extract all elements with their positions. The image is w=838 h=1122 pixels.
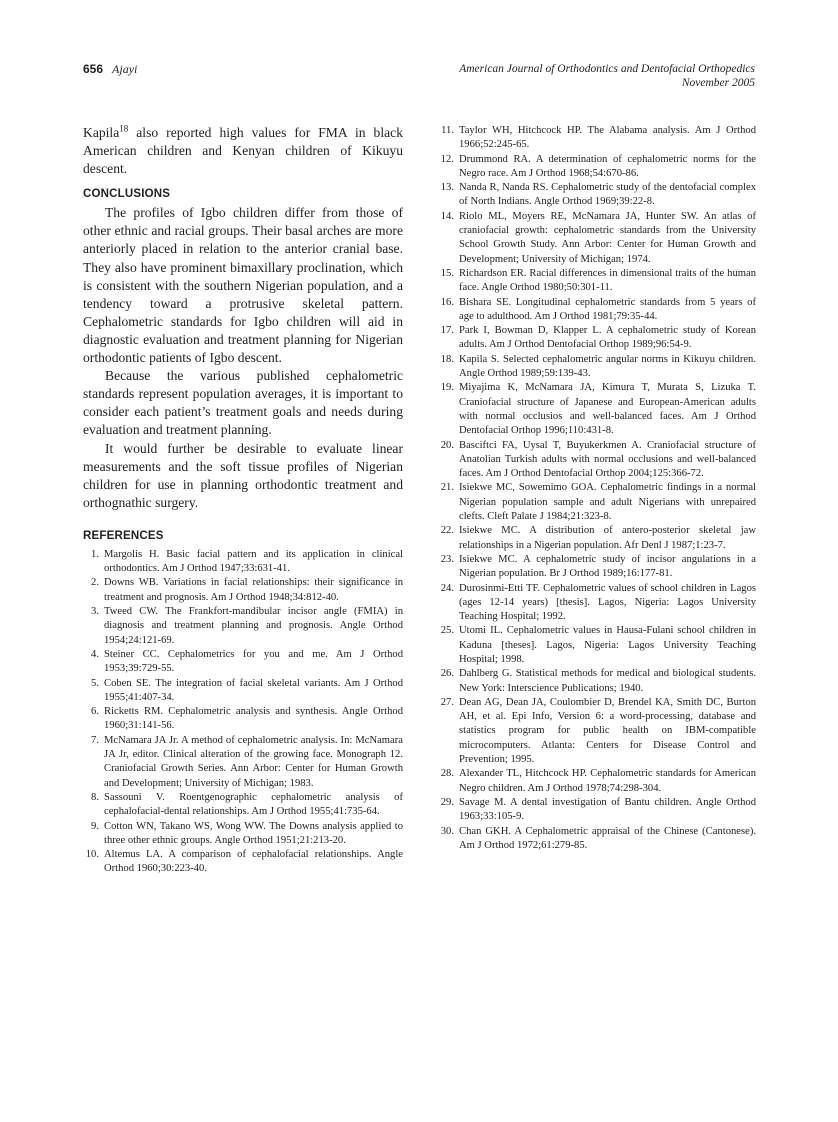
reference-text: Sassouni V. Roentgenographic cephalometric analysis of cephalofacial-dental relationships. Am J Orthod 1955;41:735-64. bbox=[104, 791, 403, 818]
reference-number: 2. bbox=[91, 577, 99, 589]
left-column bbox=[83, 124, 403, 877]
reference-text: Ricketts RM. Cephalometric analysis and synthesis. Angle Orthod 1960;31:141-56. bbox=[104, 706, 403, 732]
reference-item bbox=[438, 381, 756, 438]
reference-text: Dean AG, Dean JA, Coulombier D, Brendel KA, Smith DC, Burton AH, et al. Epi Info, Version 6: a word-processing, database and statistics program for public health on IBM-compatible microcomputers. Atlanta: Centers for Disease Control and Prevention; 1995. bbox=[459, 696, 756, 766]
journal-title: American Journal of Orthodontics and Dentofacial Orthopedics bbox=[459, 63, 755, 75]
reference-number: 4. bbox=[91, 648, 99, 660]
reference-text: Utomi IL. Cephalometric values in Hausa-Fulani school children in Kaduna [theses]. Lagos, Nigeria: Lagos University Teaching Hospital; 1998. bbox=[459, 625, 756, 665]
reference-item bbox=[438, 210, 756, 267]
running-header-right bbox=[459, 62, 755, 90]
reference-item bbox=[83, 848, 403, 877]
reference-number: 6. bbox=[91, 706, 99, 718]
reference-text: Altemus LA. A comparison of cephalofacial relationships. Angle Orthod 1960;30:223-40. bbox=[104, 849, 403, 875]
reference-number: 21. bbox=[440, 482, 454, 494]
reference-item bbox=[83, 791, 403, 820]
page-number: 656 bbox=[83, 62, 104, 76]
reference-number: 5. bbox=[91, 677, 99, 689]
reference-text: Kapila S. Selected cephalometric angular norms in Kikuyu children. Angle Orthod 1989;59:139-43. bbox=[459, 353, 756, 380]
reference-item bbox=[438, 324, 756, 353]
reference-item bbox=[438, 667, 756, 696]
citation-superscript: 18 bbox=[119, 123, 129, 134]
reference-number: 19. bbox=[440, 382, 454, 394]
reference-item bbox=[438, 524, 756, 553]
reference-number: 18. bbox=[440, 353, 454, 365]
reference-item bbox=[83, 648, 403, 677]
reference-item bbox=[83, 705, 403, 734]
intro-paragraph bbox=[83, 124, 403, 178]
running-header-left bbox=[83, 62, 137, 77]
reference-item bbox=[438, 767, 756, 796]
reference-list-left bbox=[83, 548, 403, 877]
reference-item bbox=[438, 796, 756, 825]
reference-item bbox=[83, 677, 403, 706]
reference-text: Park I, Bowman D, Klapper L. A cephalometric study of Korean adults. Am J Orthod Dentofacial Orthop 1989;96:54-9. bbox=[459, 325, 756, 351]
reference-number: 17. bbox=[440, 325, 454, 337]
reference-item bbox=[438, 296, 756, 325]
reference-item bbox=[438, 267, 756, 296]
reference-item bbox=[438, 181, 756, 210]
references-heading: REFERENCES bbox=[83, 529, 164, 542]
reference-number: 23. bbox=[440, 553, 454, 565]
reference-item bbox=[83, 548, 403, 577]
reference-number: 25. bbox=[440, 625, 454, 637]
reference-number: 12. bbox=[440, 153, 454, 165]
reference-text: Miyajima K, McNamara JA, Kimura T, Murata S, Lizuka T. Craniofacial structure of Japanese and European-American adults with normal occlusios and well-balanced faces. Am J Orthod Dentofacial Orthop 1996;110:431-8. bbox=[459, 382, 756, 437]
reference-item bbox=[438, 624, 756, 667]
reference-item bbox=[438, 124, 756, 153]
reference-item bbox=[438, 696, 756, 767]
reference-item bbox=[83, 576, 403, 605]
reference-number: 9. bbox=[91, 820, 99, 832]
reference-text: Downs WB. Variations in facial relationships: their significance in treatment and prognosis. Am J Orthod 1948;34:812-40. bbox=[104, 577, 403, 603]
reference-text: Nanda R, Nanda RS. Cephalometric study of the dentofacial complex of North Indians. Angle Orthod 1969;39:22-8. bbox=[459, 182, 756, 208]
intro-lead: Kapila bbox=[83, 125, 120, 140]
reference-number: 14. bbox=[440, 210, 454, 222]
reference-number: 22. bbox=[440, 525, 454, 537]
reference-text: Dahlberg G. Statistical methods for medical and biological students. New York: Interscience Publications; 1940. bbox=[459, 668, 756, 694]
reference-text: Riolo ML, Moyers RE, McNamara JA, Hunter SW. An atlas of craniofacial growth: cephalometric standards from the University School Growth Study. Ann Arbor: Center for Human Growth and Development; University of Michigan; 1974. bbox=[459, 210, 756, 265]
reference-number: 26. bbox=[440, 668, 454, 680]
reference-number: 28. bbox=[440, 768, 454, 780]
reference-number: 10. bbox=[85, 849, 99, 861]
reference-number: 27. bbox=[440, 696, 454, 708]
reference-number: 11. bbox=[441, 125, 454, 136]
reference-text: Steiner CC. Cephalometrics for you and me. Am J Orthod 1953;39:729-55. bbox=[104, 648, 403, 675]
reference-list-right bbox=[438, 124, 756, 853]
reference-item bbox=[438, 825, 756, 854]
issue-date: November 2005 bbox=[681, 77, 755, 89]
reference-number: 20. bbox=[440, 439, 454, 451]
reference-text: Margolis H. Basic facial pattern and its application in clinical orthodontics. Am J Orthod 1947;33:631-41. bbox=[104, 548, 403, 575]
reference-text: Basciftci FA, Uysal T, Buyukerkmen A. Craniofacial structure of Anatolian Turkish adults with normal occlusions and well-balanced faces. Am J Orthod Dentofacial Orthop 2004;125:366-72. bbox=[459, 439, 756, 480]
reference-item bbox=[83, 605, 403, 648]
reference-number: 7. bbox=[91, 734, 99, 746]
reference-item bbox=[438, 582, 756, 625]
intro-rest: also reported high values for FMA in black American children and Kenyan children of Kikuyu descent. bbox=[83, 125, 403, 177]
reference-text: Taylor WH, Hitchcock HP. The Alabama analysis. Am J Orthod 1966;52:245-65. bbox=[459, 125, 756, 151]
reference-text: Cotton WN, Takano WS, Wong WW. The Downs analysis applied to three other ethnic groups. Angle Orthod 1951;21:213-20. bbox=[104, 820, 403, 846]
reference-item bbox=[83, 734, 403, 791]
reference-text: Isiekwe MC. A distribution of antero-posterior skeletal jaw relationships in a Nigerian population. Afr Denl J 1987;1:23-7. bbox=[459, 525, 756, 551]
reference-number: 15. bbox=[440, 267, 454, 279]
reference-number: 30. bbox=[440, 825, 454, 837]
reference-text: Chan GKH. A Cephalometric appraisal of the Chinese (Cantonese). Am J Orthod 1972;61:279-85. bbox=[459, 825, 756, 851]
running-author: Ajayi bbox=[112, 62, 138, 76]
reference-number: 3. bbox=[91, 606, 99, 618]
reference-text: Isiekwe MC, Sowemimo GOA. Cephalometric findings in a normal Nigerian population sample and adult Nigerians with unrepaired clefts. Cleft Palate J 1984;21:323-8. bbox=[459, 482, 756, 523]
conclusion-paragraph: It would further be desirable to evaluate linear measurements and the soft tissue profiles of Nigerian children for use in planning orthodontic treatment and orthognathic surgery. bbox=[83, 440, 403, 510]
reference-number: 1. bbox=[91, 548, 99, 560]
reference-number: 13. bbox=[440, 182, 454, 194]
reference-text: Bishara SE. Longitudinal cephalometric standards from 5 years of age to adulthood. Am J Orthod 1981;79:35-44. bbox=[459, 296, 756, 322]
reference-text: Isiekwe MC. A cephalometric study of incisor angulations in a Nigerian population. Br J Orthod 1989;16:177-81. bbox=[459, 553, 756, 580]
reference-number: 16. bbox=[440, 296, 454, 308]
reference-item bbox=[438, 153, 756, 182]
reference-item bbox=[438, 481, 756, 524]
reference-item bbox=[83, 820, 403, 849]
conclusion-paragraph: The profiles of Igbo children differ from those of other ethnic and racial groups. Their basal arches are more anteriorly placed in relation to the anterior cranial base. They also have prominent bimaxillary proclination, which is consistent with the southern Nigerian population, and a tendency toward a protrusive skeletal pattern. Cephalometric standards for Igbo children will aid in diagnostic evaluation and treatment planning for Nigerian orthodontic patients of Igbo descent. bbox=[83, 205, 403, 366]
reference-text: Durosinmi-Etti TF. Cephalometric values of school children in Lagos (ages 12-14 years) [thesis]. Lagos, Nigeria: Lagos University Teaching Hospital; 1992. bbox=[459, 582, 756, 623]
reference-text: Savage M. A dental investigation of Bantu children. Angle Orthod 1963;33:105-9. bbox=[459, 796, 756, 823]
reference-number: 8. bbox=[91, 791, 99, 803]
reference-text: Coben SE. The integration of facial skeletal variants. Am J Orthod 1955;41:407-34. bbox=[104, 677, 403, 703]
reference-text: Alexander TL, Hitchcock HP. Cephalometric standards for American Negro children. Am J Orthod 1978;74:298-304. bbox=[459, 768, 756, 794]
reference-number: 24. bbox=[440, 582, 454, 594]
reference-text: Tweed CW. The Frankfort-mandibular incisor angle (FMIA) in diagnosis and treatment planning and prognosis. Angle Orthod 1954;24:121-69. bbox=[104, 606, 403, 646]
right-column bbox=[438, 124, 756, 853]
conclusion-paragraph: Because the various published cephalometric standards represent population averages, it is important to consider each patient’s treatment goals and needs during evaluation and treatment planning. bbox=[83, 368, 403, 438]
reference-item bbox=[438, 439, 756, 482]
reference-item bbox=[438, 353, 756, 382]
reference-text: Richardson ER. Racial differences in dimensional traits of the human face. Angle Orthod 1980;50:301-11. bbox=[459, 267, 756, 294]
reference-number: 29. bbox=[440, 796, 454, 808]
reference-text: McNamara JA Jr. A method of cephalometric analysis. In: McNamara JA Jr, editor. Clinical alteration of the growing face. Monograph 12. Craniofacial Growth Series. Ann Arbor: Center for Human Growth and Development; University of Michigan; 1983. bbox=[104, 734, 403, 789]
conclusions-heading: CONCLUSIONS bbox=[83, 188, 171, 201]
reference-item bbox=[438, 553, 756, 582]
reference-text: Drummond RA. A determination of cephalometric norms for the Negro race. Am J Orthod 1968;54:670-86. bbox=[459, 153, 756, 179]
